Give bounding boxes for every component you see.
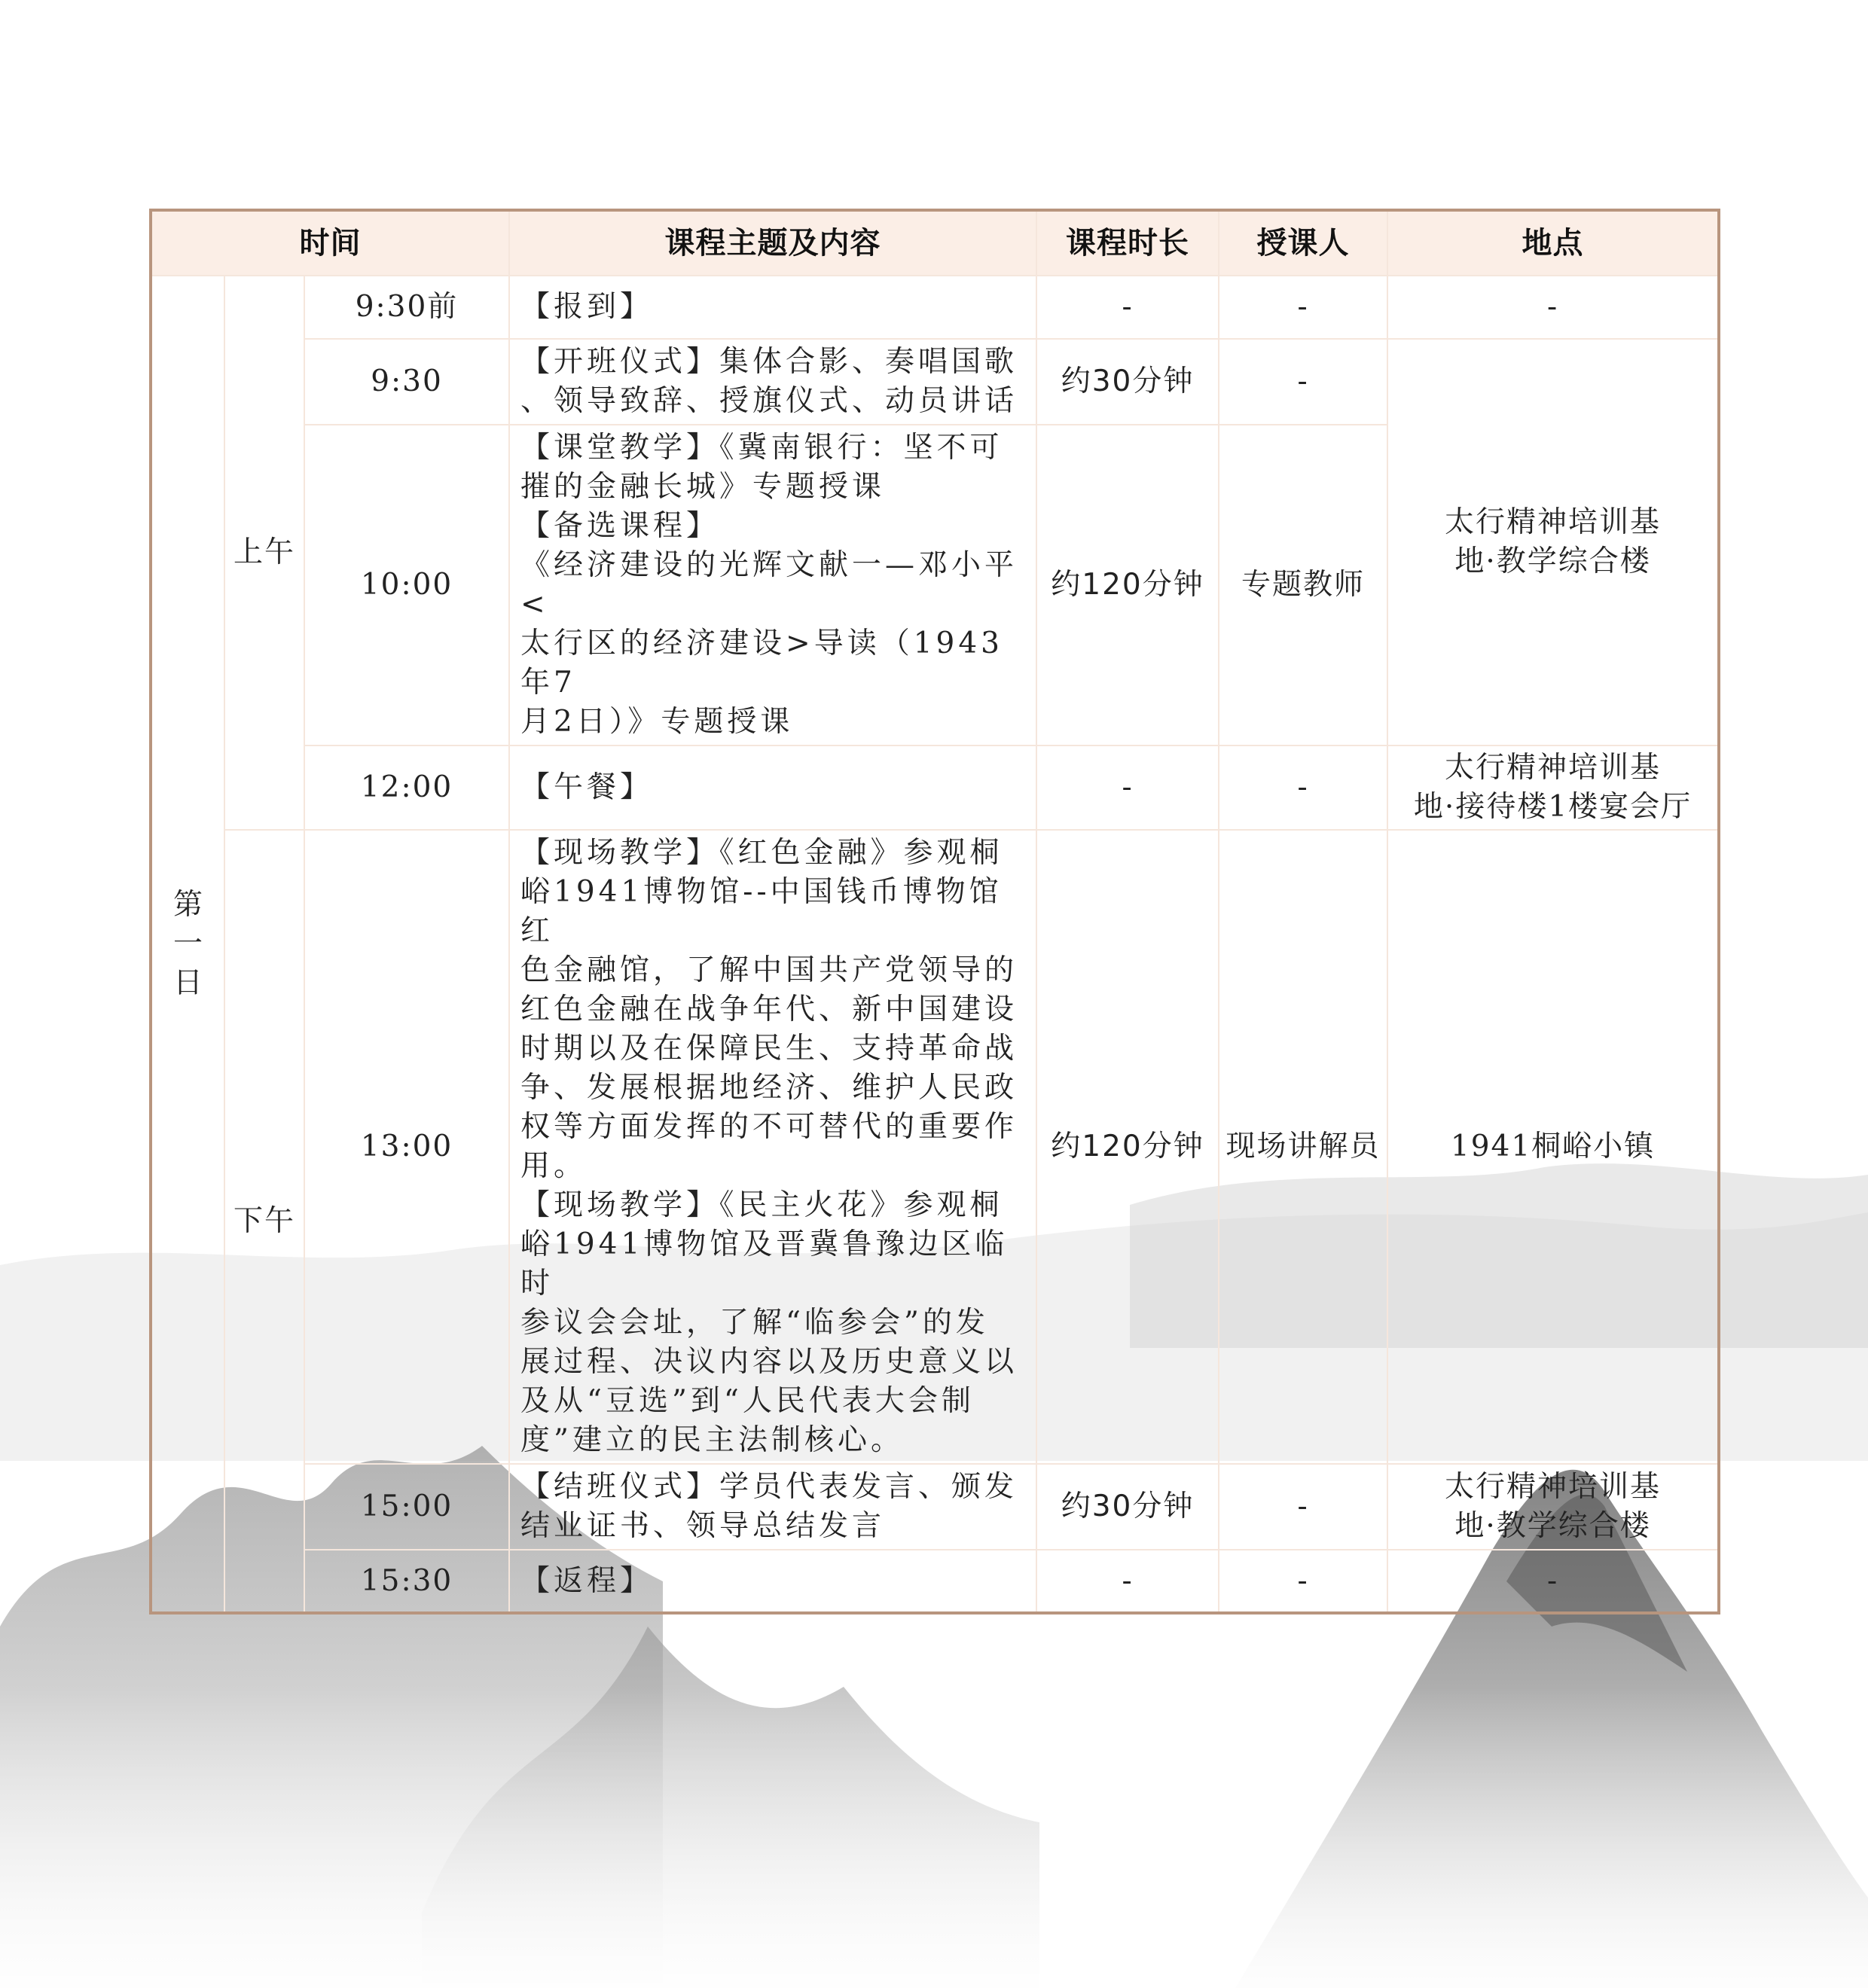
time-cell: 15:00: [304, 1464, 509, 1550]
duration-cell: 约120分钟: [1036, 425, 1219, 746]
content-cell: 【午餐】: [509, 746, 1036, 830]
time-cell: 9:30前: [304, 276, 509, 339]
schedule-table-container: [149, 209, 1717, 1614]
lecturer-cell: -: [1219, 1550, 1387, 1613]
table-row: [151, 1550, 1719, 1613]
header-location: 地点: [1387, 210, 1719, 276]
schedule-table: [149, 209, 1720, 1614]
period-afternoon: 下午: [224, 830, 304, 1613]
content-cell: 【开班仪式】集体合影、奏唱国歌 、领导致辞、授旗仪式、动员讲话: [509, 339, 1036, 425]
lecturer-cell: 专题教师: [1219, 425, 1387, 746]
table-row: [151, 276, 1719, 339]
duration-cell: 约30分钟: [1036, 339, 1219, 425]
time-cell: 10:00: [304, 425, 509, 746]
content-cell: 【课堂教学】《冀南银行：坚不可 摧的金融长城》专题授课 【备选课程】 《经济建设的光辉文献一—邓小平< 太行区的经济建设>导读（1943年7 月2日）》专题授课: [509, 425, 1036, 746]
header-time: 时间: [151, 210, 509, 276]
location-cell: -: [1387, 1550, 1719, 1613]
period-morning: 上午: [224, 276, 304, 830]
table-row: [151, 830, 1719, 1464]
day-label: 第一日: [172, 887, 203, 1000]
header-row: [151, 210, 1719, 276]
lecturer-cell: -: [1219, 276, 1387, 339]
header-lecturer: 授课人: [1219, 210, 1387, 276]
duration-cell: -: [1036, 746, 1219, 830]
time-cell: 13:00: [304, 830, 509, 1464]
location-cell: 太行精神培训基 地·教学综合楼: [1387, 339, 1719, 746]
time-cell: 9:30: [304, 339, 509, 425]
content-cell: 【返程】: [509, 1550, 1036, 1613]
lecturer-cell: -: [1219, 339, 1387, 425]
location-cell: 太行精神培训基 地·接待楼1楼宴会厅: [1387, 746, 1719, 830]
duration-cell: 约30分钟: [1036, 1464, 1219, 1550]
location-cell: 1941桐峪小镇: [1387, 830, 1719, 1464]
content-cell: 【报到】: [509, 276, 1036, 339]
lecturer-cell: -: [1219, 746, 1387, 830]
content-cell: 【结班仪式】学员代表发言、颁发 结业证书、领导总结发言: [509, 1464, 1036, 1550]
content-cell: 【现场教学】《红色金融》参观桐 峪1941博物馆--中国钱币博物馆红 色金融馆，了解中国共产党领导的 红色金融在战争年代、新中国建设 时期以及在保障民生、支持革命战 争、发展根据地经济、维护人民政 权等方面发挥的不可替代的重要作 用。 【现场教学】《民主火花》参观桐 峪1941博物馆及晋冀鲁豫边区临时 参议会会址，了解“临参会”的发 展过程、决议内容以及历史意义以 及从“豆选”到“人民代表大会制 度”建立的民主法制核心。: [509, 830, 1036, 1464]
header-duration: 课程时长: [1036, 210, 1219, 276]
duration-cell: -: [1036, 276, 1219, 339]
location-cell: 太行精神培训基 地·教学综合楼: [1387, 1464, 1719, 1550]
duration-cell: 约120分钟: [1036, 830, 1219, 1464]
time-cell: 15:30: [304, 1550, 509, 1613]
table-row: [151, 1464, 1719, 1550]
location-cell: -: [1387, 276, 1719, 339]
day-cell: [151, 276, 224, 1613]
table-row: [151, 746, 1719, 830]
lecturer-cell: -: [1219, 1464, 1387, 1550]
header-topic: 课程主题及内容: [509, 210, 1036, 276]
time-cell: 12:00: [304, 746, 509, 830]
duration-cell: -: [1036, 1550, 1219, 1613]
table-row: [151, 339, 1719, 425]
lecturer-cell: 现场讲解员: [1219, 830, 1387, 1464]
